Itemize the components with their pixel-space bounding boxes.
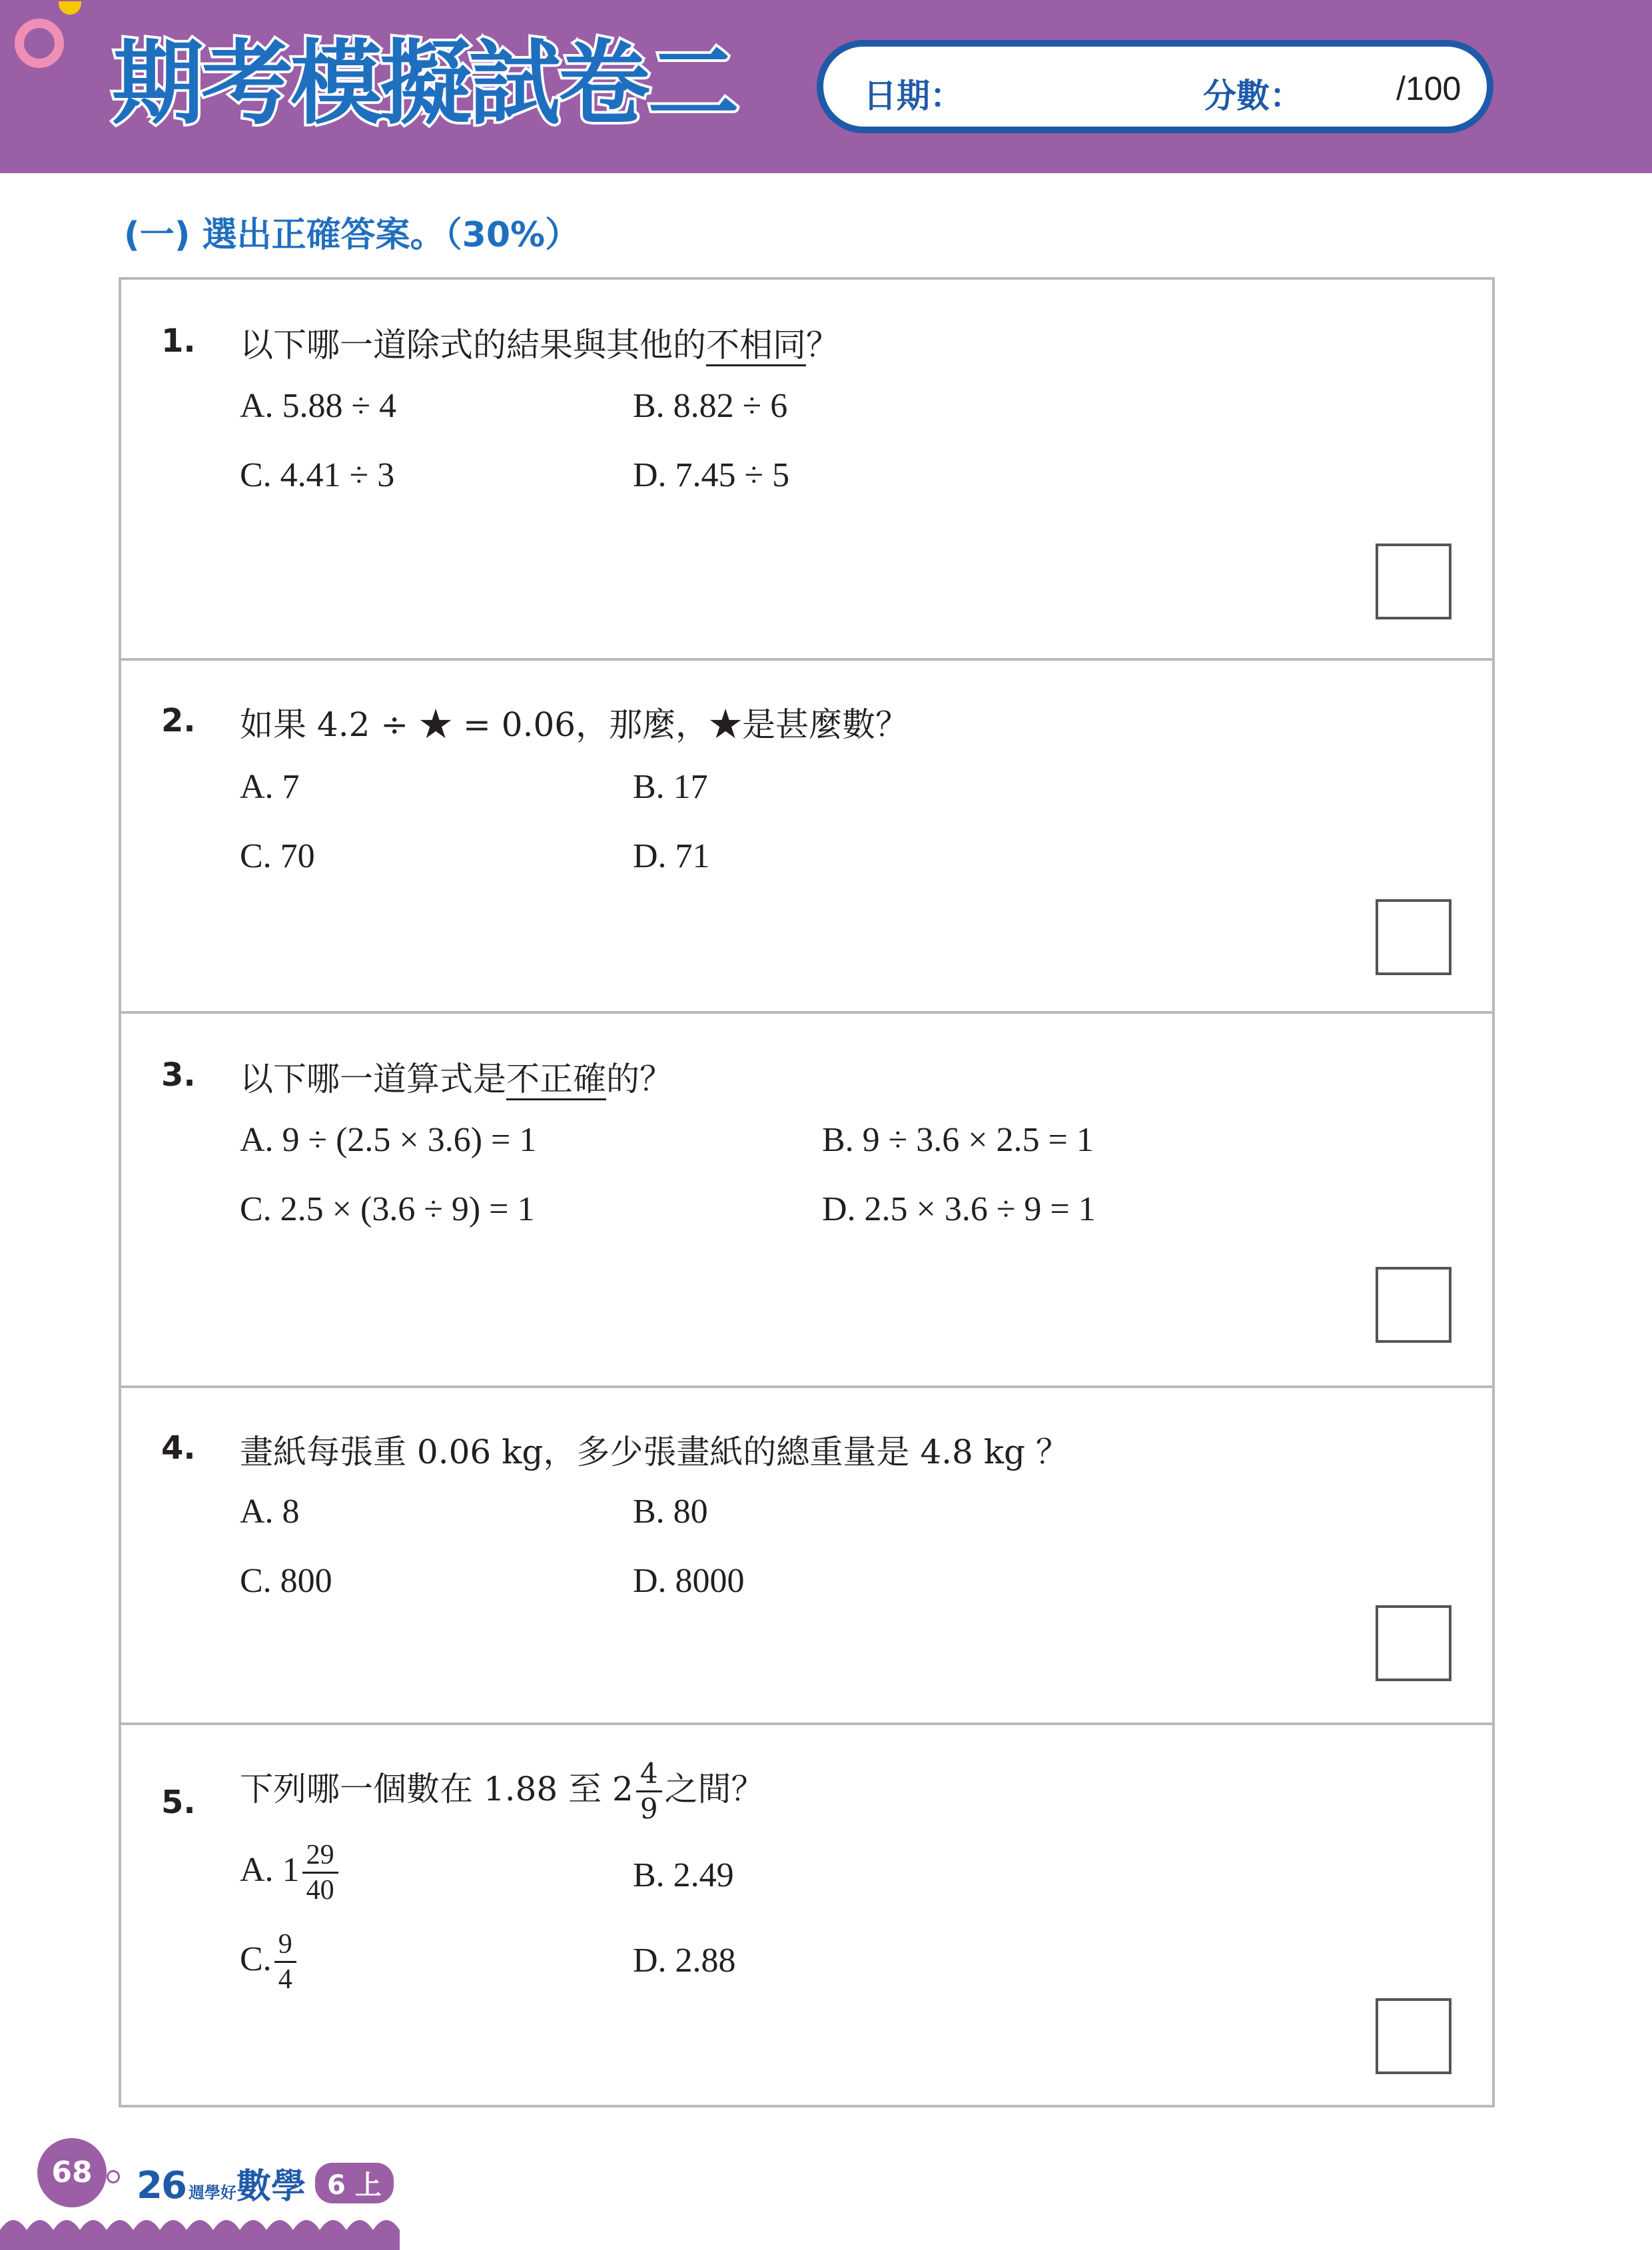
logo-small-text: 週學好 <box>188 2183 236 2202</box>
option-a: A. 9 ÷ (2.5 × 3.6) = 1 <box>240 1121 537 1159</box>
answer-box[interactable] <box>1376 1267 1451 1343</box>
section-title: (一) 選出正確答案。（30%） <box>124 215 580 255</box>
fraction-denominator: 40 <box>306 1875 334 1906</box>
page-header <box>0 0 1652 173</box>
option-d: D. 71 <box>633 837 710 875</box>
fraction-denominator: 4 <box>278 1964 292 1996</box>
question-text: 如果 4.2 ÷ ★ = 0.06，那麼，★是甚麼數？ <box>240 705 909 744</box>
page-number: 68 <box>51 2155 93 2189</box>
fraction-numerator: 9 <box>274 1928 296 1963</box>
option-b: B. 80 <box>633 1493 708 1531</box>
question-text-main: 以下哪一道除式的結果與其他的 <box>240 326 706 364</box>
option-b: B. 17 <box>633 768 708 806</box>
fraction <box>636 1757 662 1826</box>
answer-box[interactable] <box>1376 1998 1451 2074</box>
decorative-wave-icon <box>0 2210 400 2250</box>
grade-badge: 6 上 <box>315 2163 394 2203</box>
question-text-end: 之間？ <box>664 1769 765 1808</box>
question-4 <box>121 1388 1492 1725</box>
question-text-underlined: 不正確 <box>506 1060 606 1100</box>
option-c: C. 4.41 ÷ 3 <box>240 456 395 494</box>
score-total: /100 <box>1396 70 1461 107</box>
decorative-circle-icon <box>15 19 64 68</box>
question-text-end: 的？ <box>606 1060 673 1098</box>
fraction <box>274 1928 296 1997</box>
option-c: C. 800 <box>240 1562 332 1600</box>
option-c: C. 70 <box>240 837 315 875</box>
option-d: D. 2.5 × 3.6 ÷ 9 = 1 <box>822 1190 1096 1228</box>
answer-box[interactable] <box>1376 544 1451 619</box>
question-2 <box>121 661 1492 1014</box>
question-text-underlined: 不相同 <box>706 326 806 366</box>
option-a <box>240 1838 341 1908</box>
question-3 <box>121 1014 1492 1388</box>
series-logo <box>137 2158 394 2208</box>
page-title: 期考模擬試卷二 <box>112 30 737 137</box>
decorative-dot-icon <box>107 2170 120 2183</box>
option-d: D. 7.45 ÷ 5 <box>633 456 790 494</box>
option-a: A. 7 <box>240 768 300 806</box>
date-label: 日期： <box>863 77 963 115</box>
question-text-end: ？ <box>806 326 839 364</box>
question-frame <box>119 277 1495 2107</box>
date-score-box <box>817 40 1493 133</box>
question-number: 3. <box>161 1056 196 1094</box>
option-d: D. 2.88 <box>633 1942 736 1980</box>
option-b: B. 9 ÷ 3.6 × 2.5 = 1 <box>822 1121 1094 1159</box>
option-c-prefix: C. <box>240 1940 272 1978</box>
question-5 <box>121 1725 1492 2105</box>
question-number: 1. <box>161 322 196 360</box>
question-text <box>240 1757 765 1826</box>
option-a: A. 8 <box>240 1493 300 1531</box>
logo-number: 26 <box>137 2164 186 2207</box>
page-number-badge <box>37 2138 107 2207</box>
question-number: 5. <box>161 1784 196 1821</box>
answer-box[interactable] <box>1376 899 1451 975</box>
option-a: A. 5.88 ÷ 4 <box>240 387 397 425</box>
question-number: 2. <box>161 702 196 739</box>
fraction-numerator: 29 <box>302 1838 338 1874</box>
question-1 <box>121 280 1492 661</box>
option-b: B. 2.49 <box>633 1856 734 1894</box>
decorative-dot-icon <box>59 1 81 15</box>
question-text <box>240 318 839 366</box>
option-d: D. 8000 <box>633 1562 745 1600</box>
option-a-prefix: A. 1 <box>240 1850 300 1889</box>
option-c: C. 2.5 × (3.6 ÷ 9) = 1 <box>240 1190 535 1228</box>
logo-main-text: 數學 <box>236 2167 306 2207</box>
fraction-numerator: 4 <box>636 1757 662 1792</box>
score-label: 分數： <box>1203 77 1303 115</box>
question-text-main: 下列哪一個數在 1.88 至 2 <box>240 1769 633 1808</box>
option-c <box>240 1928 299 1997</box>
question-text: 畫紙每張重 0.06 kg，多少張畫紙的總重量是 4.8 kg ？ <box>240 1433 1069 1471</box>
option-b: B. 8.82 ÷ 6 <box>633 387 788 425</box>
fraction-denominator: 9 <box>639 1792 658 1826</box>
question-text <box>240 1052 673 1100</box>
question-number: 4. <box>161 1429 196 1467</box>
answer-box[interactable] <box>1376 1605 1451 1681</box>
question-text-main: 以下哪一道算式是 <box>240 1060 506 1098</box>
fraction <box>302 1838 338 1908</box>
